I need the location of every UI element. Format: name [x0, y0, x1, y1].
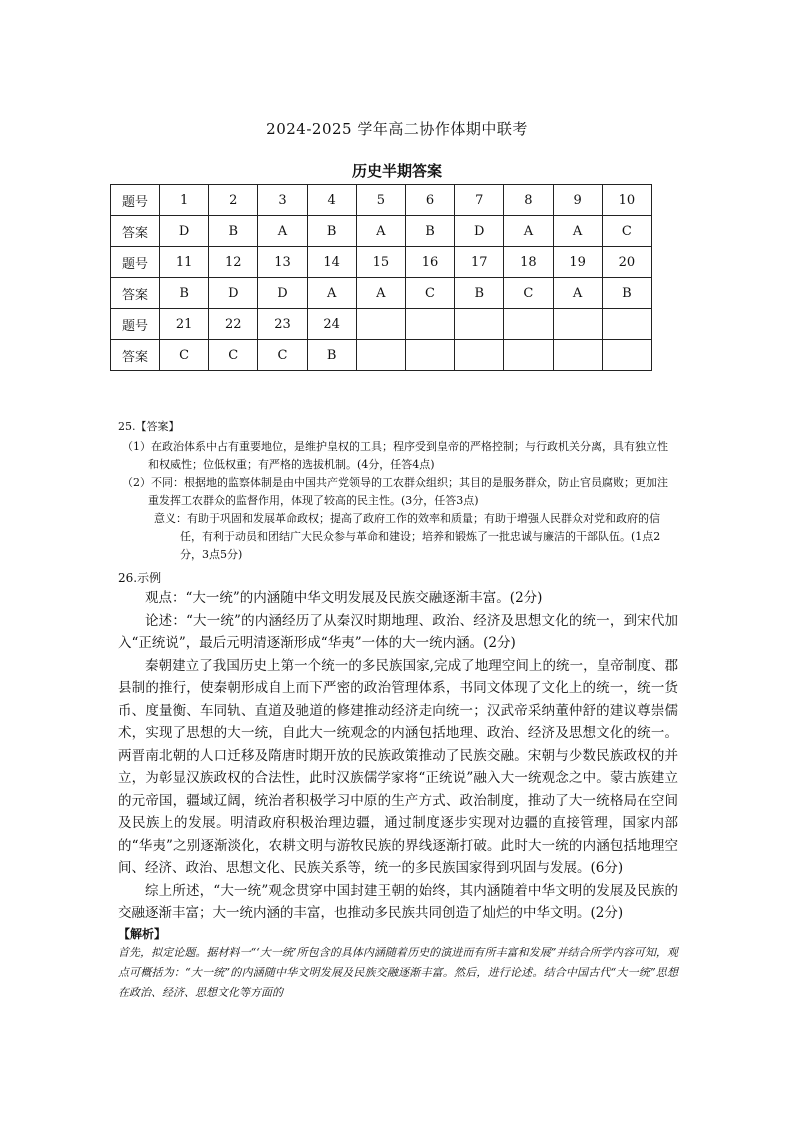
table-row: [111, 340, 652, 371]
table-cell: A: [553, 216, 602, 247]
table-cell: 14: [307, 247, 356, 278]
table-cell: 21: [160, 309, 209, 340]
table-cell: [405, 309, 454, 340]
table-cell: D: [209, 278, 258, 309]
page-subtitle: 历史半期答案: [351, 162, 442, 180]
row-label-cell: 题号: [111, 247, 160, 278]
table-cell: D: [455, 216, 504, 247]
table-cell: 20: [602, 247, 651, 278]
table-row: [111, 278, 652, 309]
analysis-heading: 【解析】: [118, 926, 167, 941]
table-cell: A: [307, 278, 356, 309]
table-cell: C: [160, 340, 209, 371]
table-cell: 13: [258, 247, 307, 278]
row-label-cell: 答案: [111, 216, 160, 247]
table-cell: 9: [553, 185, 602, 216]
table-row: [111, 216, 652, 247]
table-cell: [405, 340, 454, 371]
table-cell: C: [209, 340, 258, 371]
table-cell: B: [307, 216, 356, 247]
row-label-cell: 题号: [111, 185, 160, 216]
table-cell: 8: [504, 185, 553, 216]
table-cell: B: [602, 278, 651, 309]
table-cell: 6: [405, 185, 454, 216]
table-cell: [455, 340, 504, 371]
table-cell: B: [307, 340, 356, 371]
table-cell: D: [160, 216, 209, 247]
table-cell: [553, 309, 602, 340]
table-cell: 16: [405, 247, 454, 278]
table-cell: A: [356, 278, 405, 309]
table-cell: [455, 309, 504, 340]
table-row: [111, 309, 652, 340]
table-cell: 19: [553, 247, 602, 278]
table-cell: 15: [356, 247, 405, 278]
q25-part2: （2）不同：根据地的监察体制是由中国共产党领导的工农群众组织；其目的是服务群众，防止官员腐败；更加注重发挥工农群众的监督作用，体现了较高的民主性。(3分，任答3点): [122, 476, 668, 507]
table-cell: [356, 309, 405, 340]
table-cell: B: [405, 216, 454, 247]
table-cell: 4: [307, 185, 356, 216]
table-cell: 22: [209, 309, 258, 340]
row-label-cell: 答案: [111, 340, 160, 371]
table-cell: [504, 309, 553, 340]
q26-argument: 论述：“大一统”的内涵经历了从秦汉时期地理、政治、经济及思想文化的统一，到宋代加入“正统说”，最后元明清逐渐形成“华夷”一体的大一统内涵。(2分): [118, 612, 678, 651]
table-cell: C: [504, 278, 553, 309]
page-title: 2024-2025 学年高二协作体期中联考: [266, 120, 528, 138]
table-cell: [553, 340, 602, 371]
q25-part3: 意义：有助于巩固和发展革命政权；提高了政府工作的效率和质量；有助于增强人民群众对党和政府的信任，有利于动员和团结广大民众参与革命和建设；培养和锻炼了一批忠诚与廉洁的干部队伍。(1点2分，3点5分): [154, 512, 661, 561]
row-label-cell: 题号: [111, 309, 160, 340]
table-cell: 1: [160, 185, 209, 216]
table-cell: 18: [504, 247, 553, 278]
answer-table: [110, 184, 652, 371]
table-cell: 12: [209, 247, 258, 278]
table-cell: C: [602, 216, 651, 247]
table-cell: B: [209, 216, 258, 247]
table-cell: 2: [209, 185, 258, 216]
answer-content: [118, 418, 678, 1003]
table-cell: A: [258, 216, 307, 247]
table-cell: A: [553, 278, 602, 309]
analysis-text: 首先，拟定论题。据材料一“‘大一统’所包含的具体内涵随着历史的演进而有所丰富和发展”并结合所学内容可知，观点可概括为：“大一统”的内涵随中华文明发展及民族交融逐渐丰富。然后，进行论述。结合中国古代“大一统”思想在政治、经济、思想文化等方面的: [118, 945, 678, 999]
table-cell: B: [455, 278, 504, 309]
table-cell: A: [504, 216, 553, 247]
table-cell: [504, 340, 553, 371]
table-cell: 7: [455, 185, 504, 216]
table-cell: 11: [160, 247, 209, 278]
table-cell: C: [258, 340, 307, 371]
table-row: [111, 247, 652, 278]
row-label-cell: 答案: [111, 278, 160, 309]
table-cell: 17: [455, 247, 504, 278]
q26-body: 秦朝建立了我国历史上第一个统一的多民族国家,完成了地理空间上的统一，皇帝制度、郡县制的推行，使秦朝形成自上而下严密的政治管理体系，书同文体现了文化上的统一，统一货币、度量衡、车同轨、直道及驰道的修建推动经济走向统一；汉武帝采纳董仲舒的建议尊崇儒术，实现了思想的大一统，自此大一统观念的内涵包括地理、政治、经济及思想文化的统一。两晋南北朝的人口迁移及隋唐时期开放的民族政策推动了民族交融。宋朝与少数民族政权的并立，为彰显汉族政权的合法性，此时汉族儒学家将“正统说”融入大一统观念之中。蒙古族建立的元帝国，疆域辽阔，统治者积极学习中原的生产方式、政治制度，推动了大一统格局在空间及民族上的发展。明清政府积极治理边疆，通过制度逐步实现对边疆的直接管理，国家内部的“华夷”之别逐渐淡化，农耕文明与游牧民族的界线逐渐打破。此时大一统的内涵包括地理空间、经济、政治、思想文化、民族关系等，统一的多民族国家得到巩固与发展。(6分): [118, 657, 678, 876]
table-cell: 5: [356, 185, 405, 216]
table-cell: D: [258, 278, 307, 309]
table-cell: C: [405, 278, 454, 309]
q25-heading: 25.【答案】: [118, 420, 180, 433]
table-row: [111, 185, 652, 216]
table-cell: 3: [258, 185, 307, 216]
q25-part1: （1）在政治体系中占有重要地位，是维护皇权的工具；程序受到皇帝的严格控制；与行政机关分离，具有独立性和权威性；位低权重；有严格的选拔机制。(4分，任答4点): [122, 440, 668, 471]
table-cell: [356, 340, 405, 371]
table-cell: [602, 309, 651, 340]
q26-heading: 26.示例: [118, 571, 162, 585]
table-cell: [602, 340, 651, 371]
table-cell: A: [356, 216, 405, 247]
q26-conclusion: 综上所述，“大一统”观念贯穿中国封建王朝的始终，其内涵随着中华文明的发展及民族的交融逐渐丰富；大一统内涵的丰富，也推动多民族共同创造了灿烂的中华文明。(2分): [118, 882, 678, 921]
q26-viewpoint: 观点：“大一统”的内涵随中华文明发展及民族交融逐渐丰富。(2分): [145, 590, 543, 606]
table-cell: 10: [602, 185, 651, 216]
table-cell: B: [160, 278, 209, 309]
table-cell: 24: [307, 309, 356, 340]
table-cell: 23: [258, 309, 307, 340]
